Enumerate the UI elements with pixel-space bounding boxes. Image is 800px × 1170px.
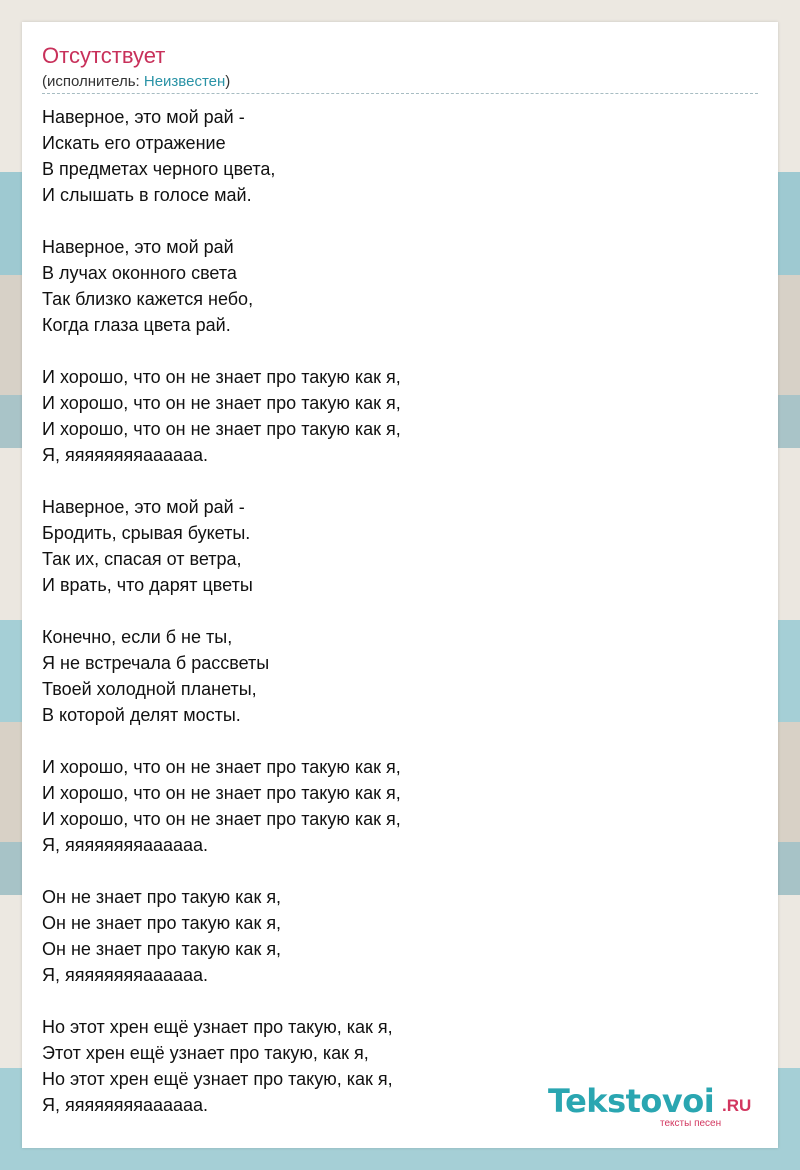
title-divider (42, 93, 758, 94)
watermark-tld: .RU (722, 1096, 752, 1115)
lyrics-sheet (22, 22, 778, 1148)
artist-line (42, 72, 230, 92)
watermark-subtitle: тексты песен (660, 1118, 722, 1129)
artist-suffix: ) (225, 73, 231, 90)
artist-link[interactable]: Неизвестен (143, 73, 226, 90)
watermark-brand: Tekstovoi (548, 1082, 715, 1120)
tekstovoi-watermark (548, 1082, 778, 1142)
lyrics-text: Наверное, это мой рай - Искать его отражение В предметах черного цвета, И слышать в голосе май. Наверное, это мой рай В лучах оконного света Так близко кажется небо, Когда глаза цвета рай. И хорошо, что он не знает про такую как я, И хорошо, что он не знает про такую как я, И хорошо, что он не знает про такую как я, Я, яяяяяяяяаааааа. Наверное, это мой рай - Бродить, срывая букеты. Так их, спасая от ветра, И врать, что дарят цветы Конечно, если б не ты, Я не встречала б рассветы Твоей холодной планеты, В которой делят мосты. И хорошо, что он не знает про такую как я, И хорошо, что он не знает про такую как я, И хорошо, что он не знает про такую как я, Я, яяяяяяяяаааааа. Он не знает про такую как я, Он не знает про такую как я, Он не знает про такую как я, Я, яяяяяяяяаааааа. Но этот хрен ещё узнает про такую, как я, Этот хрен ещё узнает про такую, как я, Но этот хрен ещё узнает про такую, как я, Я, яяяяяяяяаааааа. (42, 107, 401, 1115)
artist-prefix: (исполнитель: (42, 73, 144, 90)
song-title: Отсутствует (42, 43, 166, 68)
